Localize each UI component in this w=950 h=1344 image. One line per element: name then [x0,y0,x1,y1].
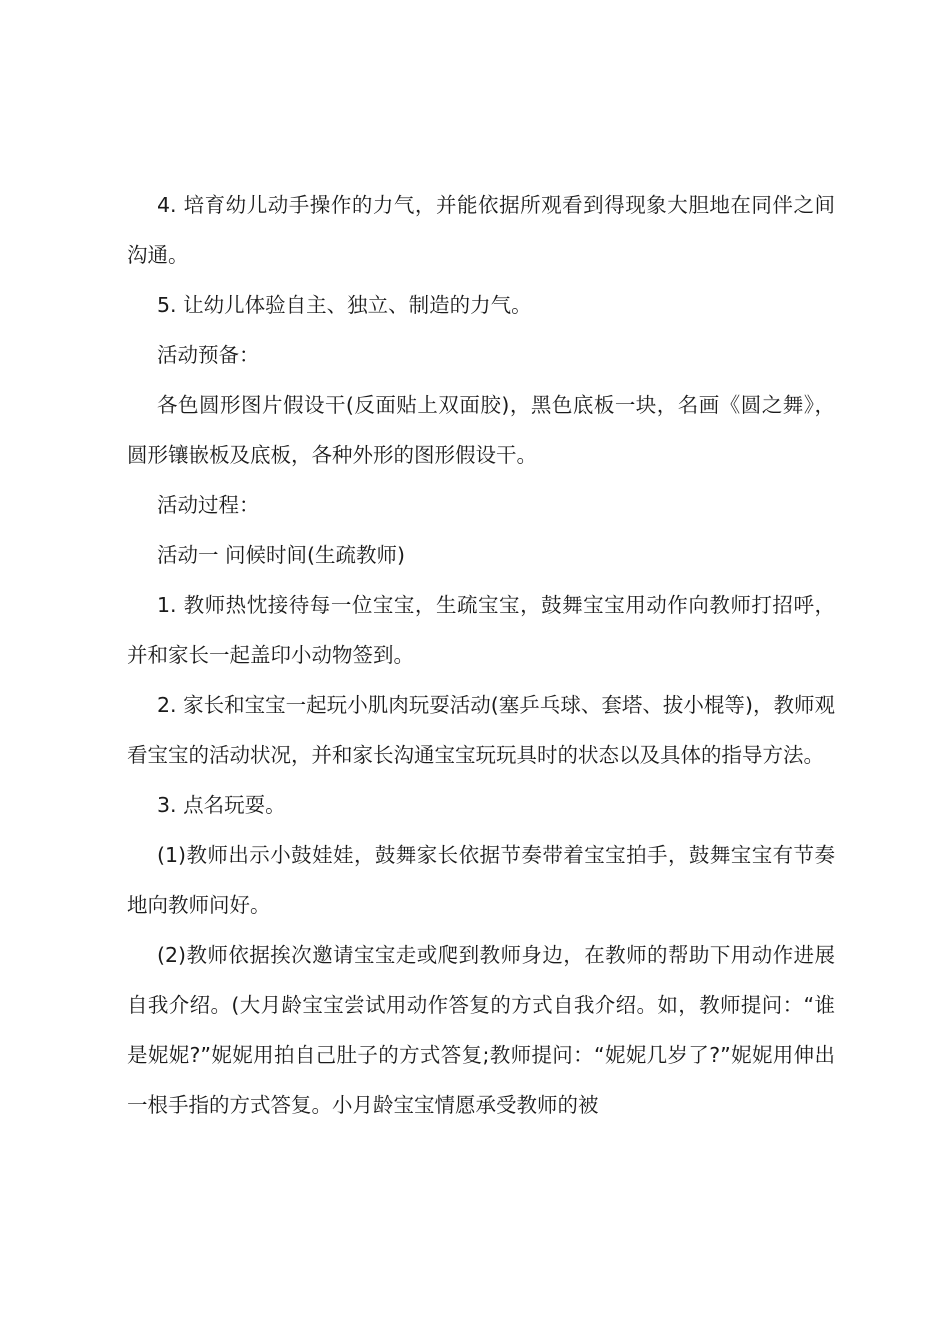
paragraph-substep-1: (1)教师出示小鼓娃娃，鼓舞家长依据节奏带着宝宝拍手，鼓舞宝宝有节奏地向教师问好。 [127,843,835,917]
paragraph-step-1: 1. 教师热忱接待每一位宝宝，生疏宝宝，鼓舞宝宝用动作向教师打招呼，并和家长一起盖印小动物签到。 [127,593,835,667]
heading-activity-preparation: 活动预备： [157,343,260,367]
heading-activity-process: 活动过程： [157,493,260,517]
paragraph-substep-2: (2)教师依据挨次邀请宝宝走或爬到教师身边，在教师的帮助下用动作进展自我介绍。(大月龄宝宝尝试用动作答复的方式自我介绍。如，教师提问：“谁是妮妮?”妮妮用拍自己肚子的方式答复;教师提问：“妮妮几岁了?”妮妮用伸出一根手指的方式答复。小月龄宝宝情愿承受教师的被 [127,943,835,1117]
paragraph-goal-4: 4. 培育幼儿动手操作的力气，并能依据所观看到得现象大胆地在同伴之间沟通。 [127,193,835,267]
paragraph-step-3: 3. 点名玩耍。 [157,793,286,817]
document-body [127,180,835,1130]
paragraph-materials: 各色圆形图片假设干(反面贴上双面胶)，黑色底板一块，名画《圆之舞》，圆形镶嵌板及底板，各种外形的图形假设干。 [127,393,835,467]
paragraph-goal-5: 5. 让幼儿体验自主、独立、制造的力气。 [157,293,532,317]
paragraph-step-2: 2. 家长和宝宝一起玩小肌肉玩耍活动(塞乒乓球、套塔、拔小棍等)，教师观看宝宝的活动状况，并和家长沟通宝宝玩玩具时的状态以及具体的指导方法。 [127,693,835,767]
heading-activity-one: 活动一 问候时间(生疏教师) [157,543,406,567]
